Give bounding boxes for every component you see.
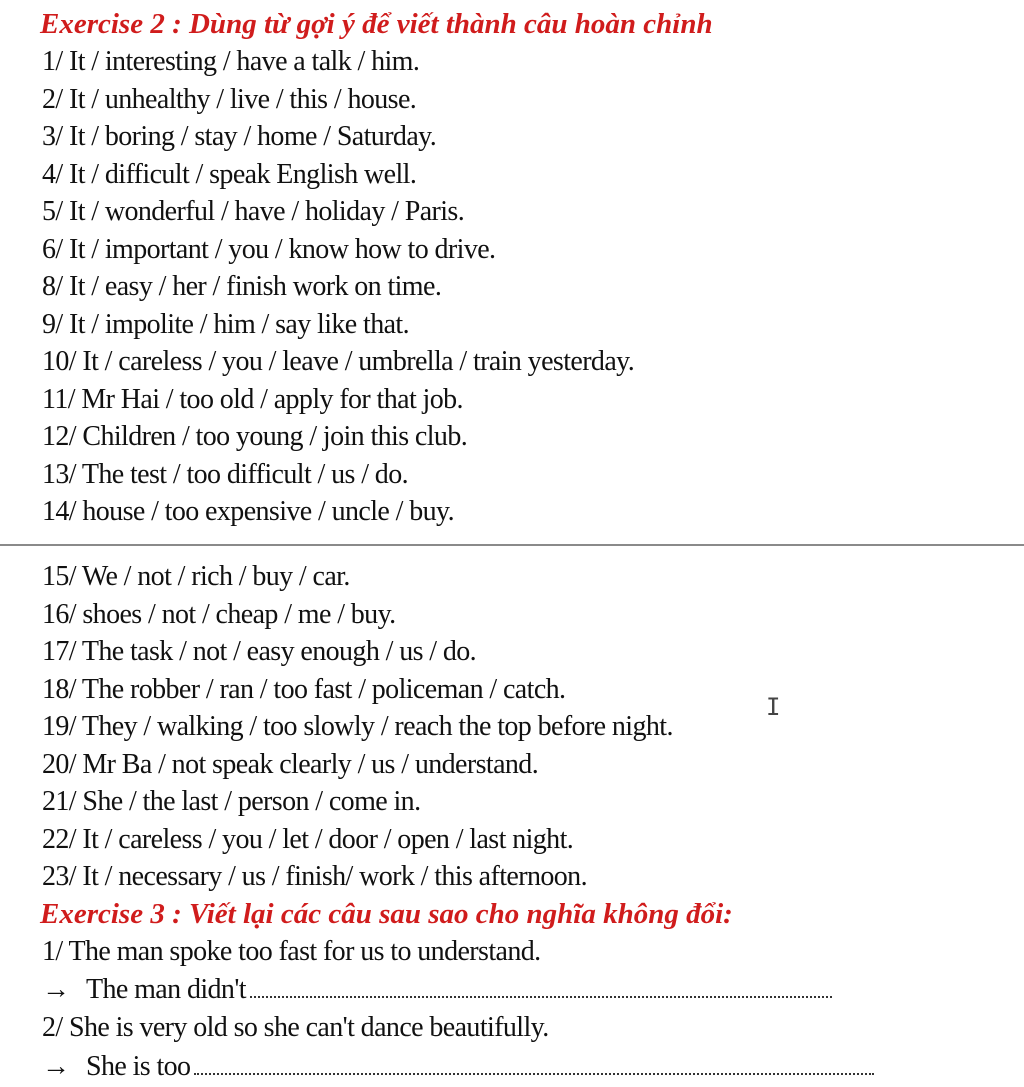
exercise-item: 16/ shoes / not / cheap / me / buy.	[42, 598, 396, 630]
exercise-item: 3/ It / boring / stay / home / Saturday.	[42, 121, 437, 152]
arrow-right-icon: →	[42, 974, 70, 1005]
exercise-item: 14/ house / too expensive / uncle / buy.	[42, 496, 454, 527]
exercise-item: 4/ It / difficult / speak English well.	[42, 158, 417, 190]
answer-1-start: The man didn't	[86, 974, 246, 1005]
exercise-item: 21/ She / the last / person / come in.	[42, 786, 421, 817]
exercise-item: 1/ It / interesting / have a talk / him.	[42, 46, 420, 77]
exercise-item: 23/ It / necessary / us / finish/ work / this afternoon.	[42, 861, 587, 892]
page-break-divider	[0, 544, 1024, 546]
answer-2-start: She is too	[86, 1050, 191, 1082]
exercise-3-question-1: 1/ The man spoke too fast for us to understand.	[42, 935, 541, 967]
exercise-item: 8/ It / easy / her / finish work on time.	[42, 271, 442, 302]
exercise-item: 9/ It / impolite / him / say like that.	[42, 308, 410, 340]
exercise-2-top	[42, 6, 1024, 531]
exercise-item: 6/ It / important / you / know how to drive.	[42, 233, 496, 265]
exercise-2-heading: Exercise 2 : Dùng từ gợi ý để viết thành câu hoàn chỉnh	[40, 8, 713, 40]
exercise-item: 13/ The test / too difficult / us / do.	[42, 458, 408, 490]
exercise-3-question-2: 2/ She is very old so she can't dance beautifully.	[42, 1012, 549, 1043]
exercise-2-bottom	[42, 558, 1024, 1086]
exercise-item: 17/ The task / not / easy enough / us / do.	[42, 636, 477, 667]
answer-1-blank[interactable]	[250, 978, 832, 998]
exercise-item: 18/ The robber / ran / too fast / policeman / catch.	[42, 673, 566, 705]
exercise-3-answer-1[interactable]	[42, 970, 1024, 1009]
exercise-item: 5/ It / wonderful / have / holiday / Paris.	[42, 196, 465, 227]
exercise-item: 12/ Children / too young / join this club.	[42, 421, 468, 452]
exercise-item: 15/ We / not / rich / buy / car.	[42, 561, 350, 592]
exercise-item: 10/ It / careless / you / leave / umbrella / train yesterday.	[42, 346, 635, 377]
exercise-3-heading: Exercise 3 : Viết lại các câu sau sao cho nghĩa không đổi:	[40, 897, 733, 930]
arrow-right-icon: →	[42, 1050, 70, 1082]
text-cursor-icon: I	[766, 693, 781, 721]
exercise-item: 22/ It / careless / you / let / door / open / last night.	[42, 823, 574, 855]
exercise-3-answer-2[interactable]	[42, 1047, 1024, 1086]
exercise-item: 11/ Mr Hai / too old / apply for that job.	[42, 383, 463, 415]
answer-2-blank[interactable]	[194, 1055, 874, 1075]
exercise-item: 19/ They / walking / too slowly / reach the top before night.	[42, 711, 673, 742]
exercise-item: 2/ It / unhealthy / live / this / house.	[42, 83, 417, 115]
exercise-item: 20/ Mr Ba / not speak clearly / us / understand.	[42, 748, 539, 780]
